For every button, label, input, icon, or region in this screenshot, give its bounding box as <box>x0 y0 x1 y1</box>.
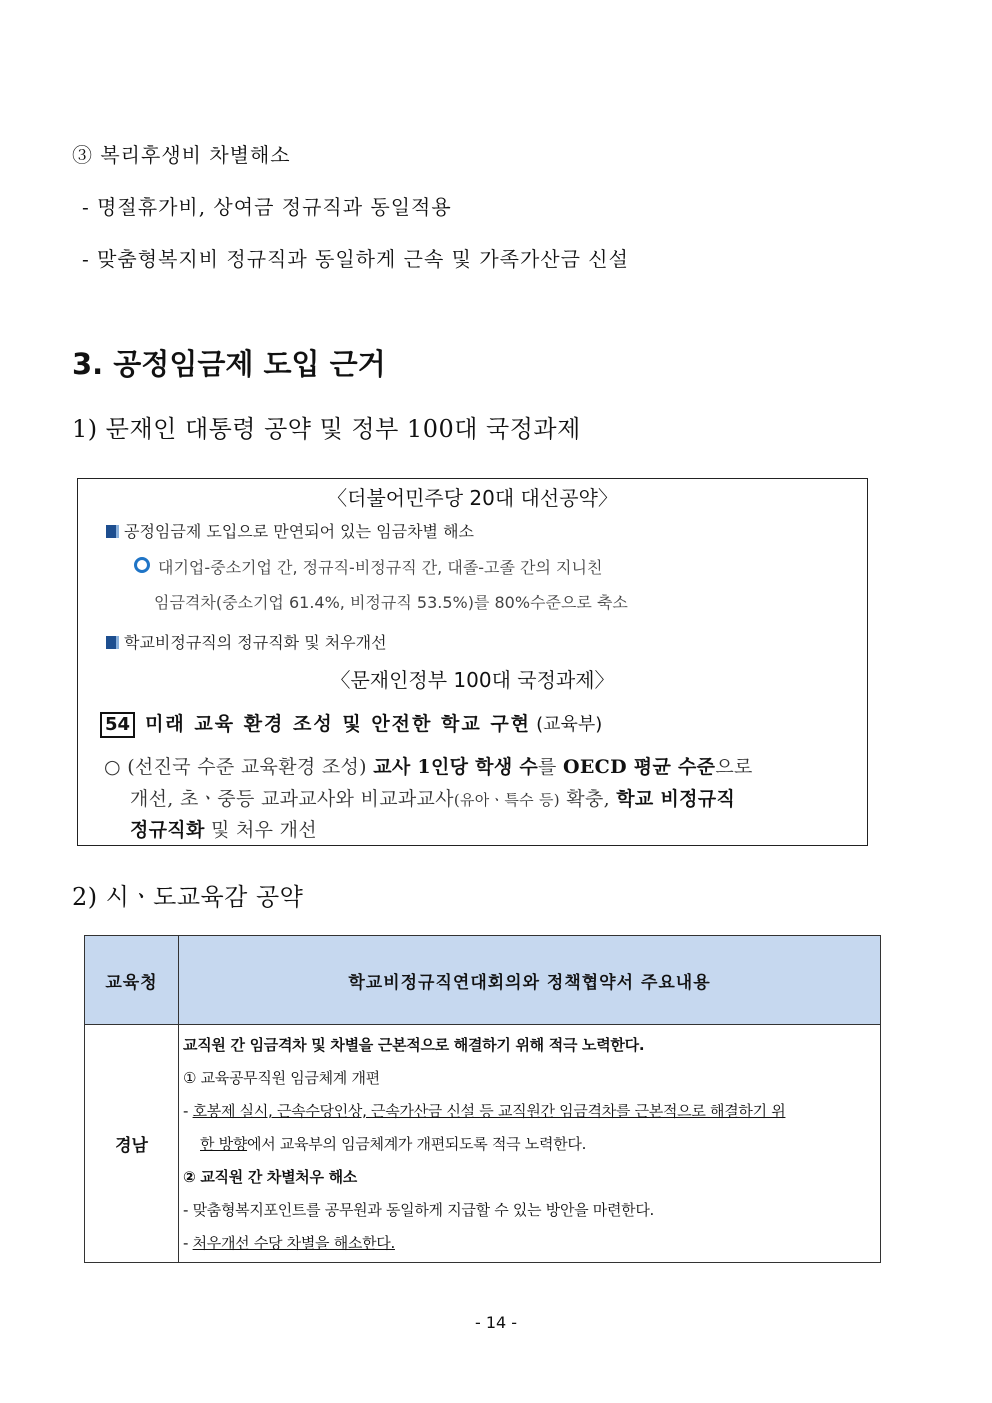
office-name: 경남 <box>85 1025 179 1263</box>
task-detail-text: 를 <box>538 756 564 778</box>
table-header-office: 교육청 <box>85 936 179 1025</box>
task-title: 미래 교육 환경 조성 및 안전한 학교 구현 <box>145 713 532 735</box>
page-number: - 14 - <box>474 1313 518 1332</box>
task-detail-line <box>130 784 735 811</box>
task-detail-emphasis: 교사 1인당 학생 수 <box>373 756 539 778</box>
task-detail-emphasis: 학교 비정규직 <box>616 788 736 810</box>
underlined-text: 처우개선 수당 차별을 해소한다. <box>192 1234 395 1252</box>
welfare-item: - 명절휴가비, 상여금 정규직과 동일적용 <box>82 195 452 219</box>
task-detail-text: (유아ㆍ특수 등) <box>453 791 560 809</box>
table-header-row <box>85 936 881 1025</box>
content-line <box>183 1095 874 1128</box>
pledge-item-text: 학교비정규직의 정규직화 및 처우개선 <box>124 633 387 652</box>
task-detail-text: 확충, <box>559 788 617 810</box>
content-line: ② 교직원 간 차별처우 해소 <box>183 1168 357 1186</box>
content-line: 교직원 간 임금격차 및 차별을 근본적으로 해결하기 위해 적극 노력한다. <box>183 1036 645 1054</box>
task-detail-line <box>104 752 753 779</box>
underlined-text: 호봉제 실시, 근속수당인상, 근속가산금 신설 등 교직원간 임금격차를 근본적으로 해결하기 위 <box>192 1102 786 1120</box>
agreement-content <box>179 1025 881 1263</box>
content-text: - <box>183 1102 193 1120</box>
underlined-text: 한 방향 <box>200 1135 248 1153</box>
task-row <box>100 709 602 738</box>
task-ministry: (교육부) <box>536 714 603 735</box>
circle-bullet-icon <box>134 557 150 573</box>
welfare-heading: ③ 복리후생비 차별해소 <box>72 143 291 167</box>
task-detail-text: 으로 <box>715 756 753 778</box>
pledge-box <box>77 478 868 846</box>
welfare-item: - 맞춤형복지비 정규직과 동일하게 근속 및 가족가산금 신설 <box>82 247 629 271</box>
task-detail-text: 및 처우 개선 <box>204 819 317 841</box>
content-text: 에서 교육부의 임금체계가 개편되도록 적극 노력한다. <box>247 1135 587 1153</box>
pledge-item <box>106 519 474 542</box>
section-title: 3. 공정임금제 도입 근거 <box>72 347 386 381</box>
pledge-detail <box>134 555 602 578</box>
task-detail-emphasis: OECD 평균 수준 <box>563 756 716 778</box>
pledge-detail-line: 임금격차(중소기업 61.4%, 비정규직 53.5%)를 80%수준으로 축소 <box>154 593 628 612</box>
task-detail-text: 개선, 초ㆍ중등 교과교사와 비교과교사 <box>130 788 454 810</box>
task-detail-emphasis: 정규직화 <box>130 819 205 841</box>
flag-bullet-icon <box>106 636 119 649</box>
content-line <box>183 1128 874 1161</box>
pledge-detail-line: 대기업-중소기업 간, 정규직-비정규직 간, 대졸-고졸 간의 지니친 <box>158 558 603 577</box>
national-tasks-heading: 〈문재인정부 100대 국정과제〉 <box>330 668 615 692</box>
pledge-item <box>106 630 387 653</box>
pledge-item-text: 공정임금제 도입으로 만연되어 있는 임금차별 해소 <box>124 522 475 541</box>
content-line: - 맞춤형복지포인트를 공무원과 동일하게 지급할 수 있는 방안을 마련한다. <box>183 1201 655 1219</box>
subsection-title-superintendents: 2) 시ㆍ도교육감 공약 <box>72 883 304 911</box>
flag-bullet-icon <box>106 525 119 538</box>
agreement-table <box>84 935 881 1263</box>
table-header-content: 학교비정규직연대회의와 정책협약서 주요내용 <box>179 936 881 1025</box>
table-row <box>85 1025 881 1263</box>
task-number: 54 <box>100 712 135 738</box>
content-line <box>183 1227 874 1260</box>
subsection-title-pledges: 1) 문재인 대통령 공약 및 정부 100대 국정과제 <box>72 415 581 443</box>
content-line: ① 교육공무직원 임금체계 개편 <box>183 1069 380 1087</box>
party-pledge-heading: 〈더불어민주당 20대 대선공약〉 <box>327 486 618 510</box>
task-detail-text: ○ (선진국 수준 교육환경 조성) <box>104 756 374 778</box>
task-detail-line <box>130 815 317 842</box>
content-text: - <box>183 1234 193 1252</box>
